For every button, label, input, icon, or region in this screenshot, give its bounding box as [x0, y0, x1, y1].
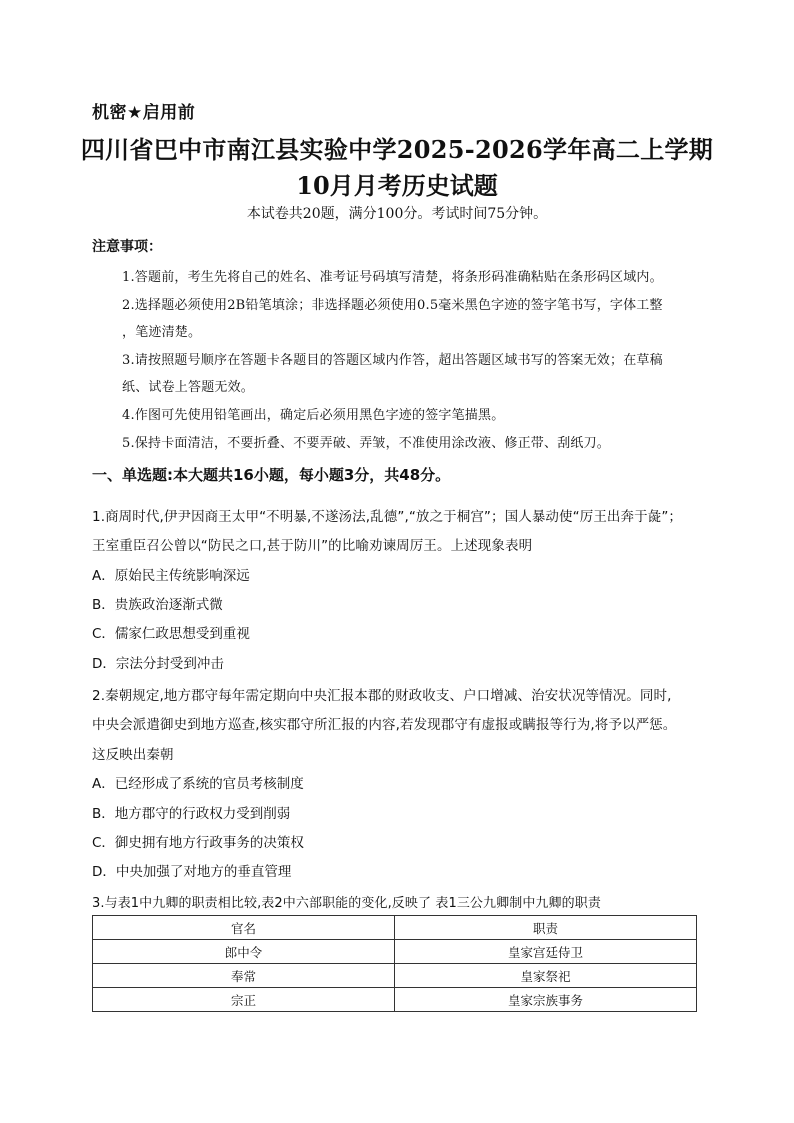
table-cell: 郎中令: [93, 940, 395, 964]
table-header-row: [93, 916, 697, 940]
question-2-option-a: A．已经形成了系统的官员考核制度: [92, 776, 304, 792]
table-row: [93, 964, 697, 988]
officials-table: [92, 915, 697, 1012]
table-cell: 宗正: [93, 988, 395, 1012]
question-2-stem: 中央会派遣御史到地方巡查,核实郡守所汇报的内容,若发现郡守有虚报或瞒报等行为,将予以严惩。: [92, 717, 677, 733]
question-1-option-a: A．原始民主传统影响深远: [92, 568, 250, 584]
table-cell: 皇家宗族事务: [395, 988, 697, 1012]
notice-line: 5.保持卡面清洁，不要折叠、不要弄破、弄皱，不准使用涂改液、修正带、刮纸刀。: [122, 436, 611, 451]
question-2-option-b: B．地方郡守的行政权力受到削弱: [92, 806, 291, 822]
question-2-stem: 2.秦朝规定,地方郡守每年需定期向中央汇报本郡的财政收支、户口增减、治安状况等情况。同时,: [92, 688, 672, 704]
question-1-stem: 1.商周时代,伊尹因商王太甲“不明暴,不遂汤法,乱德”,“放之于桐宫”；国人暴动使“厉王出奔于彘”；: [92, 509, 683, 525]
table-cell: 皇家祭祀: [395, 964, 697, 988]
question-2-stem: 这反映出秦朝: [92, 747, 174, 763]
section-heading: 一、单选题:本大题共16小题，每小题3分，共48分。: [92, 466, 451, 484]
question-2-option-c: C．御史拥有地方行政事务的决策权: [92, 835, 304, 851]
question-1-stem: 王室重臣召公曾以“防民之口,甚于防川”的比喻劝谏周厉王。上述现象表明: [92, 538, 533, 554]
notice-line: 1.答题前，考生先将自己的姓名、准考证号码填写清楚，将条形码准确粘贴在条形码区域内。: [122, 270, 663, 285]
confidential-mark: 机密★启用前: [92, 103, 196, 123]
notice-heading: 注意事项：: [92, 239, 162, 255]
exam-title-line2: 10月月考历史试题: [296, 171, 498, 200]
notice-line: 纸、试卷上答题无效。: [122, 380, 255, 395]
exam-subtitle: 本试卷共20题，满分100分。考试时间75分钟。: [246, 206, 548, 222]
notice-line: 4.作图可先使用铅笔画出，确定后必须用黑色字迹的签字笔描黑。: [122, 408, 505, 423]
notice-line: 3.请按照题号顺序在答题卡各题目的答题区域内作答，超出答题区域书写的答案无效；在草稿: [122, 353, 663, 368]
question-3-stem: 3.与表1中九卿的职责相比较,表2中六部职能的变化,反映了 表1三公九卿制中九卿的职责: [92, 896, 601, 911]
table-header-cell: 官名: [93, 916, 395, 940]
table-header-cell: 职责: [395, 916, 697, 940]
table-row: [93, 940, 697, 964]
notice-line: 2.选择题必须使用2B铅笔填涂；非选择题必须使用0.5毫米黑色字迹的签字笔书写，字体工整: [122, 298, 663, 313]
question-1-option-d: D．宗法分封受到冲击: [92, 656, 224, 672]
table-cell: 皇家宫廷侍卫: [395, 940, 697, 964]
table-cell: 奉常: [93, 964, 395, 988]
question-2-option-d: D．中央加强了对地方的垂直管理: [92, 864, 292, 880]
question-1-option-c: C．儒家仁政思想受到重视: [92, 626, 250, 642]
notice-line: ，笔迹清楚。: [122, 325, 202, 340]
question-1-option-b: B．贵族政治逐渐式微: [92, 597, 223, 613]
table-row: [93, 988, 697, 1012]
exam-title-line1: 四川省巴中市南江县实验中学2025-2026学年高二上学期: [80, 135, 714, 164]
